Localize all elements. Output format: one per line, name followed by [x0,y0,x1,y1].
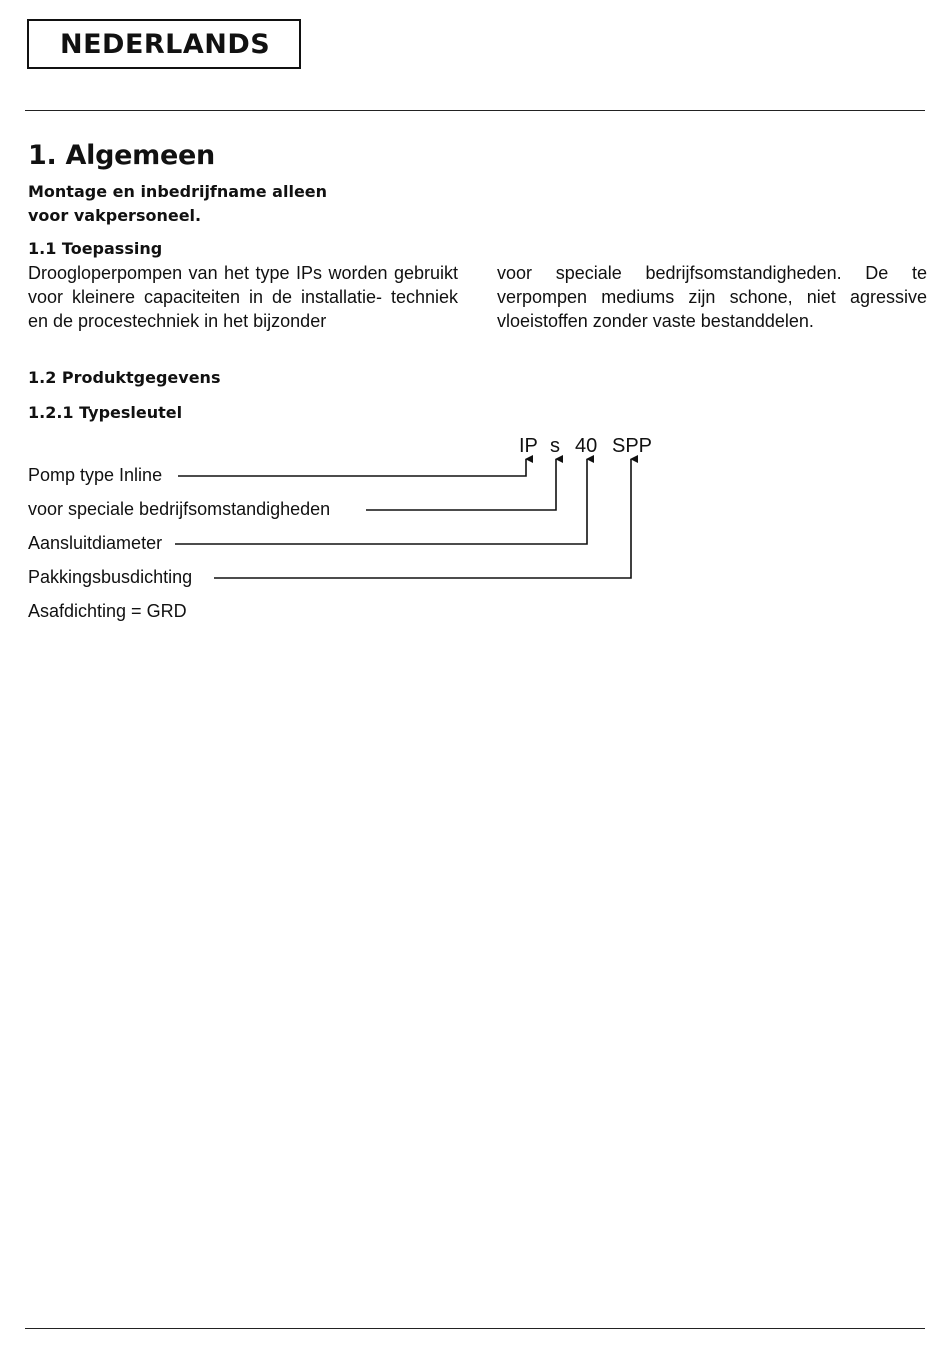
toepassing-text-right: voor speciale bedrijfsomstandigheden. De te verpompen mediums zijn schone, niet agressive vloeistoffen zonder vaste bestanddelen. [497,263,927,331]
language-tag-box [27,19,301,69]
type-key-label-aansluitdiameter: Aansluitdiameter [28,531,168,555]
code-part-40: 40 [575,435,598,457]
leader-line-s [366,459,556,510]
toepassing-text-left: Droogloperpompen van het type IPs worden gebruikt voor kleinere capaciteiten in de installatie- techniek en de procestechniek in het bijzonder [28,263,458,331]
type-key-label-bedrijfsomstandigheden: voor speciale bedrijfsomstandigheden [28,497,336,521]
bottom-divider [25,1328,925,1329]
leader-line-ip [178,459,526,476]
language-tag: NEDERLANDS [60,29,271,60]
type-key-label-asafdichting: Asafdichting = GRD [28,599,193,623]
code-part-s: s [550,435,560,457]
code-part-spp: SPP [612,435,653,457]
section-title: 1. Algemeen [28,140,215,171]
qualification-note-line-1: Montage en inbedrijfname alleen [28,182,328,201]
produktgegevens-heading: 1.2 Produktgegevens [28,368,221,387]
top-divider [25,110,925,111]
qualification-note [28,180,327,228]
code-part-ip: IP [519,435,538,457]
type-key-label-pakkingsbusdichting: Pakkingsbusdichting [28,565,198,589]
toepassing-heading: 1.1 Toepassing [28,239,163,258]
typesleutel-heading: 1.2.1 Typesleutel [28,403,183,422]
qualification-note-line-2: voor vakpersoneel. [28,206,202,225]
type-key-label-pomp-type: Pomp type Inline [28,463,168,487]
